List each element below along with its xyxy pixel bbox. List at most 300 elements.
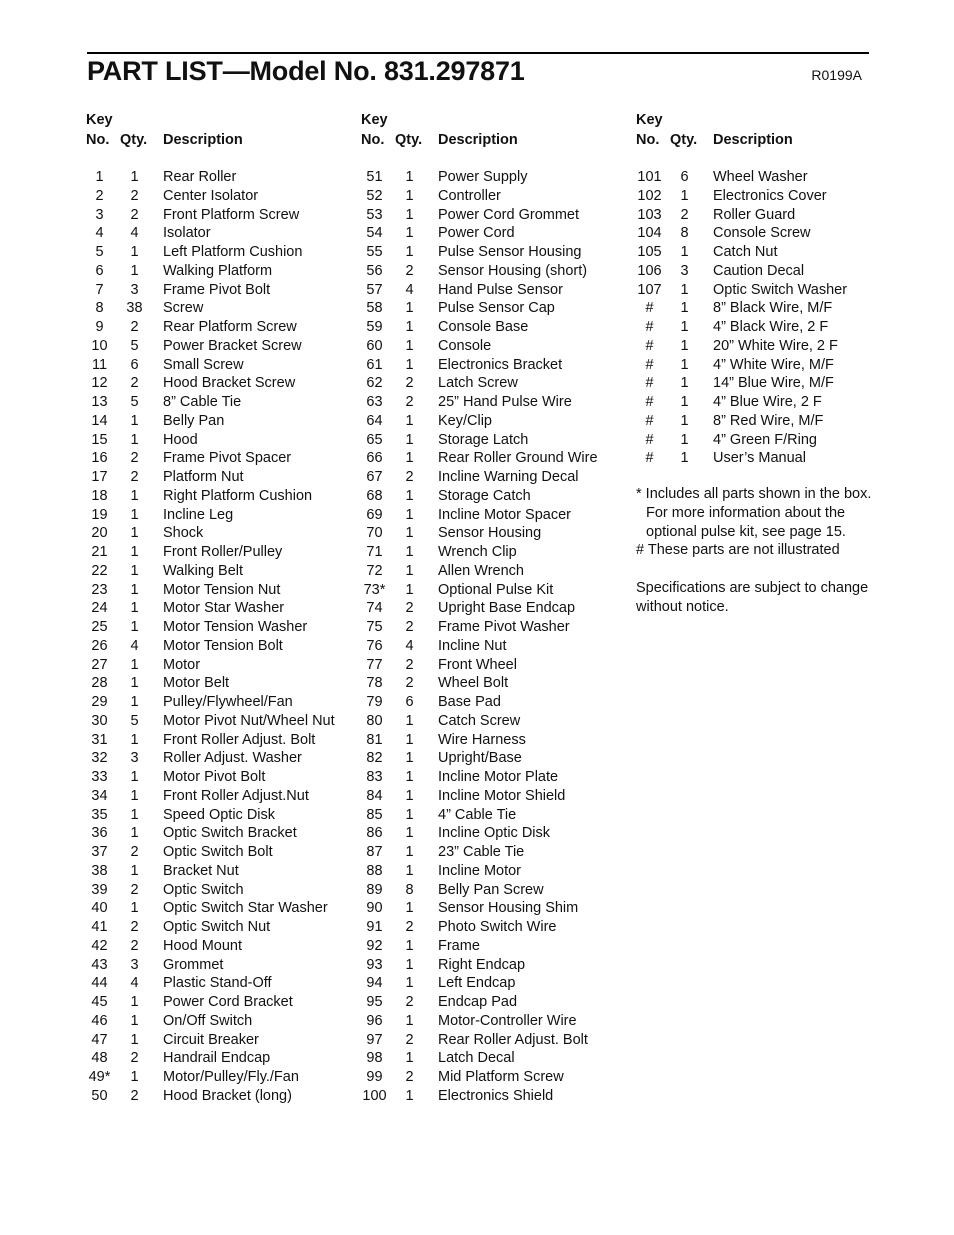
part-description: Power Bracket Screw bbox=[163, 337, 302, 354]
part-key-number: 94 bbox=[366, 975, 383, 992]
part-key-number: 11 bbox=[91, 356, 108, 373]
part-quantity: 1 bbox=[405, 525, 414, 542]
part-row bbox=[361, 412, 623, 431]
part-row bbox=[361, 581, 623, 600]
asterisk-note-line2: For more information about the bbox=[646, 504, 846, 521]
part-quantity: 2 bbox=[130, 450, 139, 467]
part-row bbox=[361, 224, 623, 243]
part-description: Front Wheel bbox=[438, 656, 517, 673]
part-quantity: 1 bbox=[130, 656, 139, 673]
part-row bbox=[86, 787, 348, 806]
part-key-number: 98 bbox=[366, 1050, 383, 1067]
hash-note: # These parts are not illustrated bbox=[636, 542, 840, 559]
part-description: Mid Platform Screw bbox=[438, 1069, 564, 1085]
part-quantity: 1 bbox=[405, 862, 414, 879]
part-key-number: 90 bbox=[366, 900, 383, 917]
part-description: Rear Roller Ground Wire bbox=[438, 450, 598, 467]
page-title: PART LIST—Model No. 831.297871 bbox=[87, 56, 525, 86]
part-quantity: 1 bbox=[405, 712, 414, 729]
parts-list bbox=[86, 168, 348, 1106]
part-quantity: 1 bbox=[130, 731, 139, 748]
header-key: Key bbox=[86, 112, 113, 128]
part-quantity: 1 bbox=[130, 769, 139, 785]
part-description: Hood Bracket (long) bbox=[163, 1087, 292, 1104]
part-key-number: 62 bbox=[366, 375, 383, 392]
part-quantity: 1 bbox=[130, 994, 139, 1010]
part-key-number: 82 bbox=[366, 750, 383, 767]
part-key-number: 35 bbox=[91, 806, 108, 823]
specifications-note-line2: without notice. bbox=[636, 598, 729, 615]
part-key-number: 4 bbox=[95, 225, 104, 242]
part-row bbox=[86, 656, 348, 675]
part-quantity: 1 bbox=[405, 787, 414, 804]
part-quantity: 2 bbox=[130, 319, 139, 335]
part-description: User’s Manual bbox=[713, 450, 806, 467]
part-quantity: 1 bbox=[405, 769, 414, 785]
part-quantity: 8 bbox=[680, 225, 689, 242]
part-description: Photo Switch Wire bbox=[438, 919, 557, 935]
part-row bbox=[86, 243, 348, 262]
part-key-number: 8 bbox=[95, 300, 104, 317]
part-quantity: 8 bbox=[405, 881, 414, 898]
part-row bbox=[636, 318, 896, 337]
part-row bbox=[636, 224, 896, 243]
part-description: Base Pad bbox=[438, 694, 501, 710]
part-key-number: 99 bbox=[366, 1069, 383, 1085]
part-quantity: 1 bbox=[405, 244, 414, 260]
part-row bbox=[361, 806, 623, 825]
part-row bbox=[361, 299, 623, 318]
part-quantity: 1 bbox=[130, 262, 139, 279]
part-description: 4” White Wire, M/F bbox=[713, 356, 834, 373]
part-description: Optic Switch Star Washer bbox=[163, 900, 328, 917]
part-description: Incline Leg bbox=[163, 506, 234, 523]
part-key-number: 66 bbox=[366, 450, 383, 467]
part-row bbox=[361, 206, 623, 225]
part-quantity: 1 bbox=[130, 431, 139, 448]
part-description: Latch Decal bbox=[438, 1050, 515, 1067]
part-quantity: 1 bbox=[130, 506, 139, 523]
part-row bbox=[636, 187, 896, 206]
part-key-number: 93 bbox=[366, 956, 383, 973]
part-key-number: # bbox=[645, 412, 654, 429]
part-quantity: 1 bbox=[405, 562, 414, 579]
part-quantity: 4 bbox=[130, 637, 139, 654]
part-row bbox=[361, 1068, 623, 1087]
part-quantity: 1 bbox=[405, 1050, 414, 1067]
part-row bbox=[361, 431, 623, 450]
part-description: Platform Nut bbox=[163, 469, 244, 485]
part-quantity: 2 bbox=[405, 919, 414, 935]
part-row bbox=[86, 731, 348, 750]
part-quantity: 1 bbox=[130, 787, 139, 804]
part-row bbox=[636, 412, 896, 431]
part-row bbox=[636, 431, 896, 450]
part-row bbox=[86, 431, 348, 450]
part-description: Wire Harness bbox=[438, 731, 526, 748]
part-description: Isolator bbox=[163, 225, 211, 242]
part-key-number: 18 bbox=[91, 487, 108, 504]
part-row bbox=[636, 168, 896, 187]
part-quantity: 1 bbox=[680, 244, 689, 260]
part-row bbox=[86, 881, 348, 900]
part-row bbox=[361, 187, 623, 206]
part-key-number: # bbox=[645, 431, 654, 448]
part-description: Incline Motor Shield bbox=[438, 787, 566, 804]
part-description: Wrench Clip bbox=[438, 544, 517, 560]
part-quantity: 1 bbox=[405, 337, 414, 354]
part-description: Motor Tension Bolt bbox=[163, 637, 283, 654]
part-key-number: # bbox=[645, 394, 654, 410]
part-row bbox=[86, 524, 348, 543]
part-description: Small Screw bbox=[163, 356, 244, 373]
part-key-number: 53 bbox=[366, 206, 383, 223]
part-description: 4” Green F/Ring bbox=[713, 431, 817, 448]
part-row bbox=[86, 393, 348, 412]
part-description: Pulley/Flywheel/Fan bbox=[163, 694, 293, 710]
specifications-note: Specifications are subject to change bbox=[636, 579, 869, 596]
asterisk-note-line3: optional pulse kit, see page 15. bbox=[646, 523, 846, 540]
part-quantity: 2 bbox=[130, 937, 139, 954]
part-row bbox=[86, 356, 348, 375]
part-quantity: 2 bbox=[130, 187, 139, 204]
part-row bbox=[86, 262, 348, 281]
part-description: Console bbox=[438, 337, 492, 354]
part-key-number: 60 bbox=[366, 337, 383, 354]
part-key-number: 92 bbox=[366, 937, 383, 954]
part-quantity: 1 bbox=[405, 544, 414, 560]
part-description: Frame Pivot Spacer bbox=[163, 450, 292, 467]
part-quantity: 1 bbox=[130, 825, 139, 842]
part-row bbox=[86, 824, 348, 843]
part-quantity: 2 bbox=[130, 844, 139, 860]
part-row bbox=[86, 224, 348, 243]
part-key-number: 1 bbox=[95, 169, 104, 185]
part-row bbox=[86, 299, 348, 318]
part-key-number: 65 bbox=[366, 431, 383, 448]
part-key-number: 31 bbox=[91, 731, 108, 748]
part-row bbox=[361, 918, 623, 937]
part-row bbox=[361, 337, 623, 356]
part-key-number: 101 bbox=[637, 169, 662, 185]
part-description: On/Off Switch bbox=[163, 1012, 253, 1029]
part-description: Front Platform Screw bbox=[163, 206, 300, 223]
part-description: Frame Pivot Washer bbox=[438, 619, 570, 635]
part-quantity: 5 bbox=[130, 337, 139, 354]
part-description: 23” Cable Tie bbox=[438, 844, 525, 860]
part-row bbox=[86, 956, 348, 975]
part-key-number: 5 bbox=[95, 244, 104, 260]
part-quantity: 1 bbox=[130, 412, 139, 429]
part-row bbox=[361, 168, 623, 187]
part-quantity: 3 bbox=[130, 281, 139, 298]
part-row bbox=[361, 974, 623, 993]
part-row bbox=[361, 768, 623, 787]
part-row bbox=[86, 806, 348, 825]
part-row bbox=[86, 168, 348, 187]
part-row bbox=[361, 824, 623, 843]
part-quantity: 1 bbox=[405, 975, 414, 992]
part-key-number: 27 bbox=[91, 656, 108, 673]
part-quantity: 4 bbox=[405, 637, 414, 654]
part-row bbox=[361, 281, 623, 300]
part-key-number: 26 bbox=[91, 637, 108, 654]
part-row bbox=[361, 262, 623, 281]
part-quantity: 4 bbox=[130, 975, 139, 992]
header-qty: Qty. bbox=[670, 132, 698, 148]
part-quantity: 1 bbox=[130, 244, 139, 260]
part-quantity: 2 bbox=[405, 994, 414, 1010]
part-description: Circuit Breaker bbox=[163, 1031, 259, 1048]
part-quantity: 2 bbox=[405, 1031, 414, 1048]
part-key-number: 89 bbox=[366, 881, 383, 898]
part-key-number: 74 bbox=[366, 600, 383, 617]
part-key-number: # bbox=[645, 356, 654, 373]
part-description: Frame Pivot Bolt bbox=[163, 281, 271, 298]
part-row bbox=[86, 412, 348, 431]
part-row bbox=[86, 843, 348, 862]
part-row bbox=[86, 1031, 348, 1050]
part-key-number: 12 bbox=[91, 375, 108, 392]
part-description: Optic Switch Bolt bbox=[163, 844, 273, 860]
part-key-number: 23 bbox=[91, 581, 108, 598]
part-description: Latch Screw bbox=[438, 375, 518, 392]
part-row bbox=[361, 731, 623, 750]
header-key: Key bbox=[361, 112, 388, 128]
part-key-number: 2 bbox=[95, 187, 104, 204]
part-description: 4” Black Wire, 2 F bbox=[713, 319, 829, 335]
part-row bbox=[86, 1087, 348, 1106]
part-description: Hood Bracket Screw bbox=[163, 375, 296, 392]
part-key-number: 105 bbox=[637, 244, 662, 260]
part-quantity: 1 bbox=[405, 300, 414, 317]
part-description: Incline Motor Plate bbox=[438, 769, 559, 785]
part-description: Electronics Cover bbox=[713, 187, 827, 204]
part-description: Bracket Nut bbox=[163, 862, 239, 879]
part-description: Electronics Bracket bbox=[438, 356, 563, 373]
part-key-number: 21 bbox=[91, 544, 108, 560]
part-quantity: 1 bbox=[405, 581, 414, 598]
part-row bbox=[361, 1031, 623, 1050]
part-key-number: 41 bbox=[91, 919, 108, 935]
part-description: Power Supply bbox=[438, 169, 528, 185]
part-row bbox=[636, 262, 896, 281]
part-row bbox=[361, 937, 623, 956]
part-description: Sensor Housing bbox=[438, 525, 542, 542]
part-description: Allen Wrench bbox=[438, 562, 524, 579]
part-quantity: 1 bbox=[680, 412, 689, 429]
part-quantity: 1 bbox=[405, 956, 414, 973]
part-key-number: 57 bbox=[366, 281, 383, 298]
part-description: Motor Pivot Nut/Wheel Nut bbox=[163, 712, 335, 729]
part-quantity: 1 bbox=[405, 1012, 414, 1029]
part-row bbox=[361, 487, 623, 506]
part-key-number: 106 bbox=[637, 262, 662, 279]
part-row bbox=[86, 1012, 348, 1031]
part-row bbox=[361, 862, 623, 881]
part-row bbox=[86, 674, 348, 693]
part-description: Controller bbox=[438, 187, 501, 204]
part-row bbox=[361, 243, 623, 262]
part-quantity: 1 bbox=[405, 450, 414, 467]
part-key-number: 79 bbox=[366, 694, 383, 710]
part-row bbox=[636, 299, 896, 318]
part-key-number: 91 bbox=[366, 919, 383, 935]
part-row bbox=[86, 618, 348, 637]
part-quantity: 6 bbox=[130, 356, 139, 373]
part-quantity: 1 bbox=[405, 806, 414, 823]
part-quantity: 1 bbox=[405, 431, 414, 448]
part-key-number: 6 bbox=[95, 262, 104, 279]
part-key-number: 80 bbox=[366, 712, 383, 729]
part-key-number: 36 bbox=[91, 825, 108, 842]
part-description: Storage Latch bbox=[438, 431, 529, 448]
part-row bbox=[361, 843, 623, 862]
part-quantity: 1 bbox=[130, 169, 139, 185]
part-quantity: 1 bbox=[130, 1012, 139, 1029]
part-key-number: 107 bbox=[637, 281, 662, 298]
part-key-number: 55 bbox=[366, 244, 383, 260]
part-quantity: 1 bbox=[680, 281, 689, 298]
part-quantity: 2 bbox=[405, 600, 414, 617]
part-quantity: 1 bbox=[405, 412, 414, 429]
part-key-number: 52 bbox=[366, 187, 383, 204]
part-row bbox=[361, 1012, 623, 1031]
header-description: Description bbox=[713, 132, 793, 148]
part-description: Console Base bbox=[438, 319, 529, 335]
part-row bbox=[361, 1087, 623, 1106]
part-quantity: 1 bbox=[405, 506, 414, 523]
part-row bbox=[361, 712, 623, 731]
part-row bbox=[636, 281, 896, 300]
part-row bbox=[636, 393, 896, 412]
part-key-number: 103 bbox=[637, 206, 662, 223]
part-quantity: 4 bbox=[405, 281, 414, 298]
part-description: Rear Roller Adjust. Bolt bbox=[438, 1031, 588, 1048]
part-quantity: 1 bbox=[405, 825, 414, 842]
part-key-number: 19 bbox=[91, 506, 108, 523]
part-description: Handrail Endcap bbox=[163, 1050, 271, 1067]
part-row bbox=[361, 599, 623, 618]
part-description: Catch Screw bbox=[438, 712, 521, 729]
part-row bbox=[361, 881, 623, 900]
part-row bbox=[86, 281, 348, 300]
part-quantity: 1 bbox=[405, 1087, 414, 1104]
part-quantity: 6 bbox=[680, 169, 689, 185]
column-header bbox=[86, 111, 348, 167]
part-row bbox=[361, 749, 623, 768]
part-key-number: 58 bbox=[366, 300, 383, 317]
part-row bbox=[86, 449, 348, 468]
part-quantity: 1 bbox=[680, 300, 689, 317]
part-row bbox=[361, 956, 623, 975]
part-quantity: 6 bbox=[405, 694, 414, 710]
part-quantity: 1 bbox=[130, 619, 139, 635]
part-row bbox=[636, 206, 896, 225]
part-key-number: 15 bbox=[91, 431, 108, 448]
part-key-number: 95 bbox=[366, 994, 383, 1010]
part-quantity: 2 bbox=[130, 1087, 139, 1104]
part-description: Left Endcap bbox=[438, 975, 516, 992]
part-description: Caution Decal bbox=[713, 262, 805, 279]
part-quantity: 4 bbox=[130, 225, 139, 242]
part-key-number: 25 bbox=[91, 619, 108, 635]
part-row bbox=[86, 918, 348, 937]
part-key-number: # bbox=[645, 300, 654, 317]
parts-column-2 bbox=[361, 111, 623, 1106]
part-key-number: 71 bbox=[366, 544, 383, 560]
part-row bbox=[361, 637, 623, 656]
part-row bbox=[86, 599, 348, 618]
part-quantity: 2 bbox=[130, 469, 139, 485]
part-key-number: 47 bbox=[91, 1031, 108, 1048]
header-description: Description bbox=[438, 132, 518, 148]
part-description: Front Roller Adjust.Nut bbox=[163, 787, 309, 804]
part-key-number: 102 bbox=[637, 187, 662, 204]
part-row bbox=[86, 768, 348, 787]
part-quantity: 2 bbox=[130, 206, 139, 223]
part-quantity: 1 bbox=[405, 319, 414, 335]
part-quantity: 1 bbox=[130, 1069, 139, 1085]
part-key-number: 88 bbox=[366, 862, 383, 879]
part-quantity: 1 bbox=[680, 375, 689, 392]
part-description: Sensor Housing (short) bbox=[438, 262, 588, 279]
part-key-number: 96 bbox=[366, 1012, 383, 1029]
part-key-number: 69 bbox=[366, 506, 383, 523]
part-quantity: 2 bbox=[680, 206, 689, 223]
part-description: Rear Platform Screw bbox=[163, 319, 297, 335]
part-quantity: 1 bbox=[130, 487, 139, 504]
part-key-number: 83 bbox=[366, 769, 383, 785]
part-description: Endcap Pad bbox=[438, 994, 518, 1010]
part-key-number: 51 bbox=[366, 169, 383, 185]
part-row bbox=[361, 693, 623, 712]
part-row bbox=[86, 468, 348, 487]
part-description: Motor/Pulley/Fly./Fan bbox=[163, 1069, 299, 1085]
part-description: Motor Tension Washer bbox=[163, 619, 308, 635]
header-qty: Qty. bbox=[395, 132, 423, 148]
part-key-number: 13 bbox=[91, 394, 108, 410]
part-quantity: 1 bbox=[130, 600, 139, 617]
asterisk-note: * Includes all parts shown in the box. bbox=[636, 486, 872, 502]
parts-column-3 bbox=[636, 111, 896, 616]
part-row bbox=[86, 206, 348, 225]
part-quantity: 2 bbox=[130, 919, 139, 935]
header-qty: Qty. bbox=[120, 132, 148, 148]
header-key: Key bbox=[636, 112, 663, 128]
part-description: Motor Tension Nut bbox=[163, 581, 281, 598]
part-description: Walking Platform bbox=[163, 262, 273, 279]
part-row bbox=[636, 243, 896, 262]
part-key-number: 50 bbox=[91, 1087, 108, 1104]
part-quantity: 1 bbox=[130, 581, 139, 598]
part-description: Right Platform Cushion bbox=[163, 487, 313, 504]
part-key-number: 43 bbox=[91, 956, 108, 973]
part-row bbox=[361, 993, 623, 1012]
part-key-number: 77 bbox=[366, 656, 383, 673]
part-key-number: 61 bbox=[366, 356, 383, 373]
part-quantity: 1 bbox=[130, 900, 139, 917]
part-key-number: 10 bbox=[91, 337, 108, 354]
part-key-number: 30 bbox=[91, 712, 108, 729]
part-key-number: 59 bbox=[366, 319, 383, 335]
part-key-number: 9 bbox=[95, 319, 104, 335]
part-row bbox=[86, 974, 348, 993]
part-quantity: 1 bbox=[405, 731, 414, 748]
part-quantity: 2 bbox=[405, 394, 414, 410]
part-description: Incline Motor Spacer bbox=[438, 506, 571, 523]
part-description: Wheel Washer bbox=[713, 169, 808, 185]
